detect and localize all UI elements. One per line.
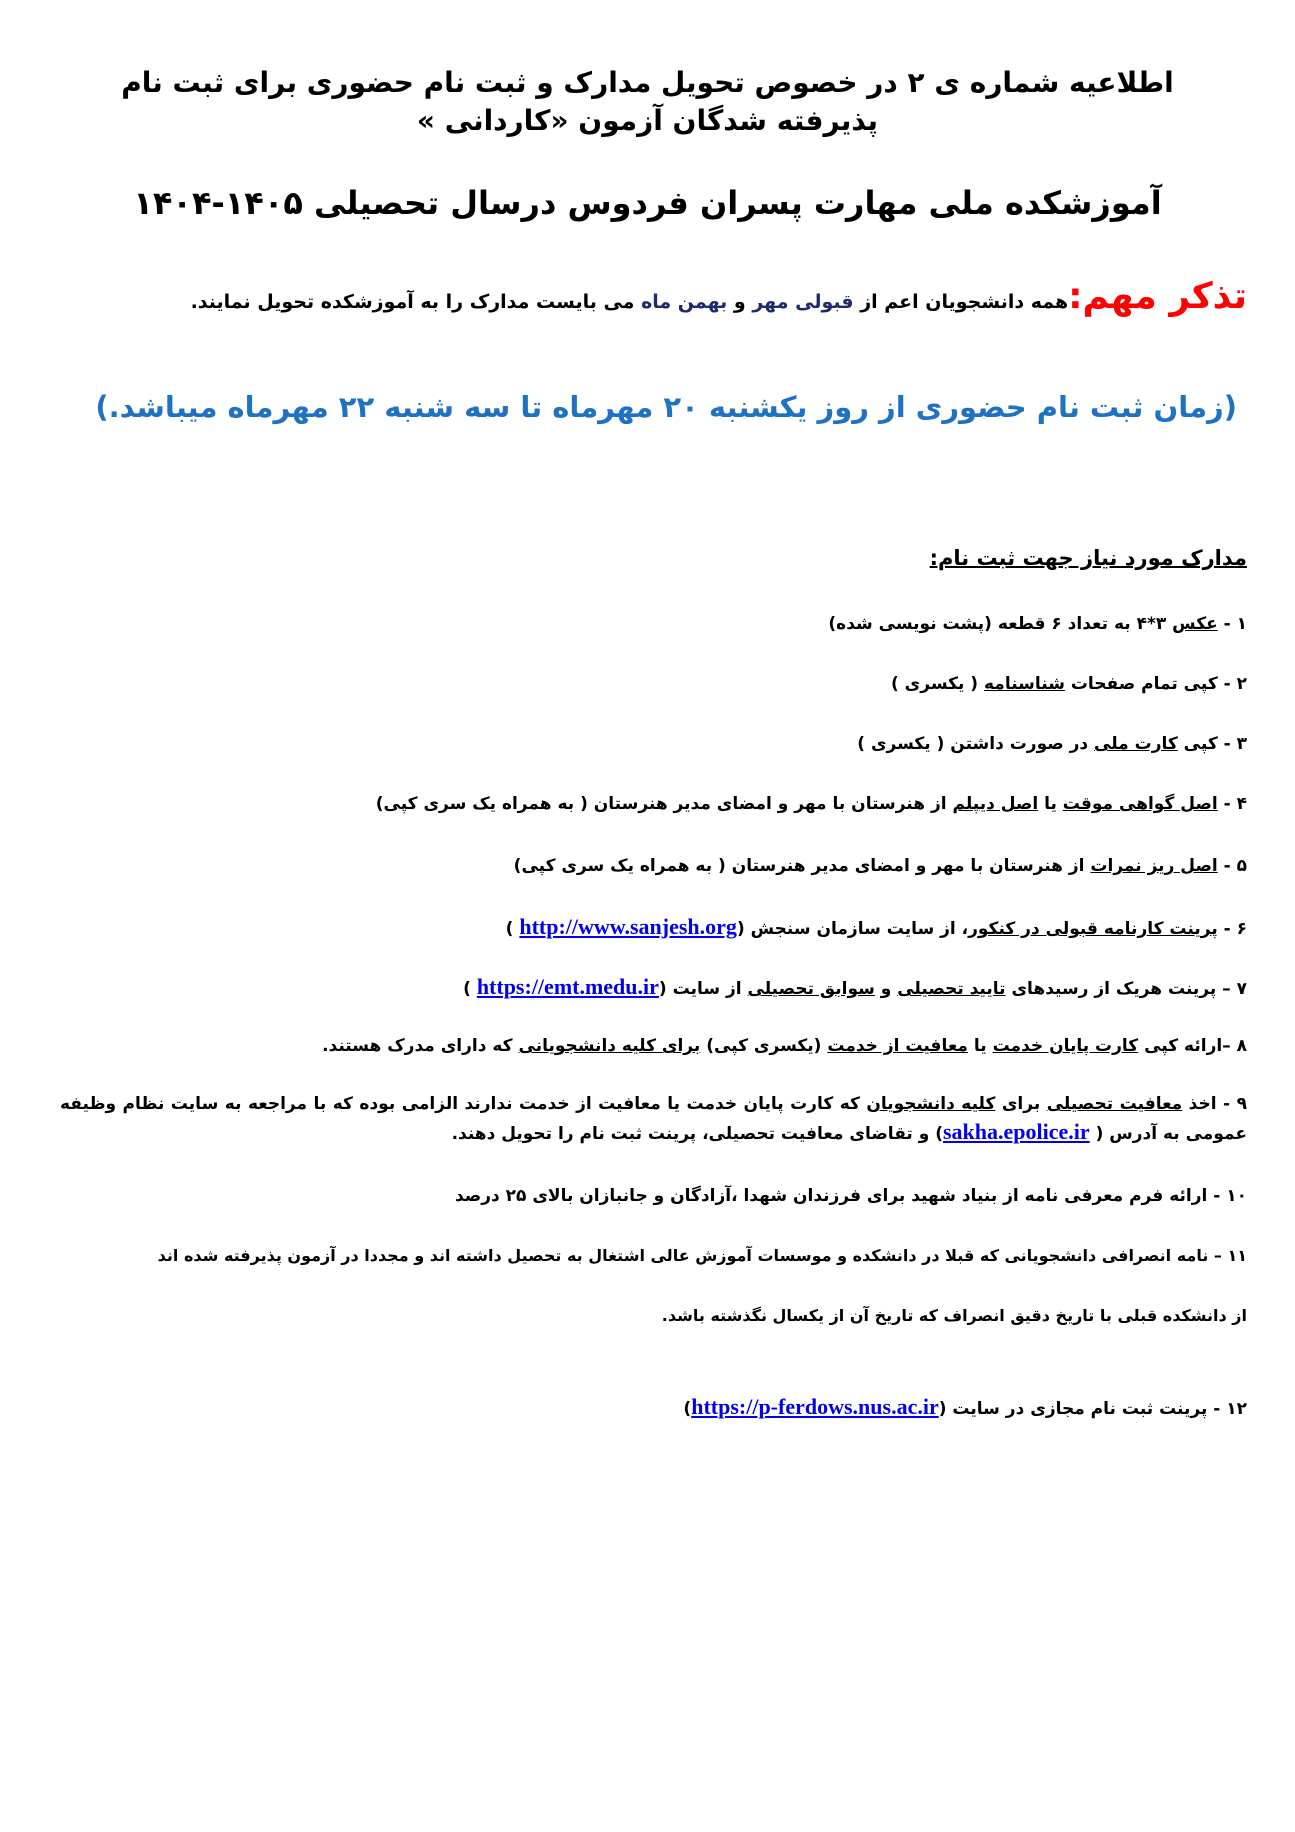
item-underlined: اصل دیپلم bbox=[952, 794, 1039, 814]
item-text: در صورت داشتن ( یکسری ) bbox=[857, 734, 1095, 754]
reminder-text-b: و bbox=[727, 291, 753, 313]
item-text: ۱۲ - پرینت ثبت نام مجازی در سایت ( bbox=[938, 1399, 1247, 1419]
item-text: و bbox=[874, 979, 898, 999]
item-text: ۵ - bbox=[1217, 856, 1247, 876]
item-text: ۱۱ – نامه انصرافی دانشجویانی که قبلا در دانشکده و موسسات آموزش عالی اشتغال به تحصیل داشته اند و مجددا در آزمون پذیرفته شده اند bbox=[157, 1246, 1247, 1265]
item-underlined: معافیت از خدمت bbox=[827, 1036, 968, 1056]
item-text: ۷ – پرینت هریک از رسیدهای bbox=[1005, 979, 1247, 999]
item-underlined: معافیت تحصیلی bbox=[1046, 1094, 1183, 1114]
registration-timing: (زمان ثبت نام حضوری از روز یکشنبه ۲۰ مهرماه تا سه شنبه ۲۲ مهرماه میباشد.) bbox=[95, 390, 1237, 424]
item-underlined: تایید تحصیلی bbox=[897, 979, 1006, 999]
item-text: که کارت پایان خدمت یا معافیت از خدمت ندارند الزامی بوده که با مراجعه به سایت نظام وظیفه عمومی به آدرس ( bbox=[60, 1094, 1247, 1144]
sanjesh-link[interactable]: http://www.sanjesh.org bbox=[519, 914, 737, 939]
document-item-11-line-2 bbox=[662, 1306, 1247, 1325]
reminder-highlight-mehr: قبولی مهر bbox=[752, 291, 854, 313]
item-underlined: اصل گواهی موقت bbox=[1062, 794, 1218, 814]
item-text: ) bbox=[683, 1399, 692, 1419]
reminder-text-a: همه دانشجویان اعم از bbox=[853, 291, 1069, 313]
item-underlined: پرینت کارنامه قبولی در کنکور bbox=[968, 919, 1218, 939]
item-text: ۱ - bbox=[1217, 614, 1247, 634]
institute-subtitle: آموزشکده ملی مهارت پسران فردوس درسال تحصیلی ۱۴۰۵-۱۴۰۴ bbox=[133, 184, 1162, 222]
announcement-title bbox=[0, 64, 1295, 140]
sakha-epolice-link[interactable]: sakha.epolice.ir bbox=[943, 1119, 1090, 1144]
item-underlined: کارت ملی bbox=[1094, 734, 1178, 754]
item-text: که دارای مدرک هستند. bbox=[322, 1036, 519, 1056]
document-item-6 bbox=[506, 914, 1247, 940]
item-underlined: شناسنامه bbox=[984, 674, 1065, 694]
document-item-2 bbox=[891, 674, 1247, 694]
item-text: از هنرستان با مهر و امضای مدیر هنرستان ( به همراه یک سری کپی) bbox=[513, 856, 1091, 876]
item-text: ( یکسری ) bbox=[890, 674, 984, 694]
item-text: از سایت ( bbox=[658, 979, 748, 999]
document-item-7 bbox=[463, 974, 1247, 1000]
item-text: برای bbox=[995, 1094, 1047, 1114]
item-text: ) و تقاضای معافیت تحصیلی، پرینت ثبت نام را تحویل دهند. bbox=[451, 1124, 943, 1144]
document-item-1 bbox=[828, 614, 1247, 634]
item-underlined: کارت پایان خدمت bbox=[992, 1036, 1139, 1056]
document-item-9 bbox=[60, 1090, 1247, 1148]
item-text: ۱۰ - ارائه فرم معرفی نامه از بنیاد شهید برای فرزندان شهدا ،آزادگان و جانبازان بالای ۲۵ درصد bbox=[454, 1186, 1247, 1206]
title-line-1: اطلاعیه شماره ی ۲ در خصوص تحویل مدارک و ثبت نام حضوری برای ثبت نام bbox=[121, 66, 1174, 99]
item-text: ) bbox=[505, 919, 520, 939]
item-text: ۳*۴ به تعداد ۶ قطعه (پشت نویسی شده) bbox=[828, 614, 1173, 634]
item-text: ) bbox=[463, 979, 477, 999]
item-text: از دانشکده قبلی با تاریخ دقیق انصراف که تاریخ آن از یکسال نگذشته باشد. bbox=[661, 1306, 1247, 1325]
item-underlined: اصل ریز نمرات bbox=[1090, 856, 1218, 876]
item-text: ۳ - کپی bbox=[1177, 734, 1247, 754]
document-item-12 bbox=[683, 1394, 1247, 1420]
item-text: ۹ - اخذ bbox=[1182, 1094, 1247, 1114]
item-text: یا bbox=[967, 1036, 993, 1056]
item-underlined: عکس bbox=[1172, 614, 1218, 634]
document-item-10 bbox=[455, 1186, 1247, 1206]
item-text: ۲ - کپی تمام صفحات bbox=[1064, 674, 1247, 694]
reminder-highlight-bahman: بهمن ماه bbox=[641, 291, 728, 313]
item-text: ۴ - bbox=[1217, 794, 1247, 814]
p-ferdows-link[interactable]: https://p-ferdows.nus.ac.ir bbox=[691, 1394, 939, 1419]
item-underlined: سوابق تحصیلی bbox=[747, 979, 875, 999]
item-text: ، از سایت سازمان سنجش ( bbox=[736, 919, 969, 939]
reminder-label: تذکر مهم: bbox=[1068, 276, 1247, 317]
title-line-2: پذیرفته شدگان آزمون «کاردانی » bbox=[416, 104, 879, 137]
item-underlined: کلیه دانشجویان bbox=[866, 1094, 996, 1114]
item-text: ۸ –ارائه کپی bbox=[1138, 1036, 1247, 1056]
documents-heading: مدارک مورد نیاز جهت ثبت نام: bbox=[929, 546, 1247, 570]
document-item-11-line-1 bbox=[158, 1246, 1247, 1265]
document-item-8 bbox=[322, 1036, 1247, 1056]
important-reminder bbox=[191, 276, 1247, 317]
reminder-text-c: می بایست مدارک را به آموزشکده تحویل نمایند. bbox=[190, 291, 642, 313]
item-text: (یکسری کپی) bbox=[700, 1036, 828, 1056]
item-text: ۶ - bbox=[1217, 919, 1247, 939]
item-underlined: برای کلیه دانشجویانی bbox=[518, 1036, 701, 1056]
document-item-3 bbox=[857, 734, 1247, 754]
item-text: یا bbox=[1038, 794, 1063, 814]
document-item-5 bbox=[514, 856, 1247, 876]
document-item-4 bbox=[376, 794, 1247, 814]
emt-medu-link[interactable]: https://emt.medu.ir bbox=[476, 974, 659, 999]
item-text: از هنرستان با مهر و امضای مدیر هنرستان ( به همراه یک سری کپی) bbox=[375, 794, 953, 814]
